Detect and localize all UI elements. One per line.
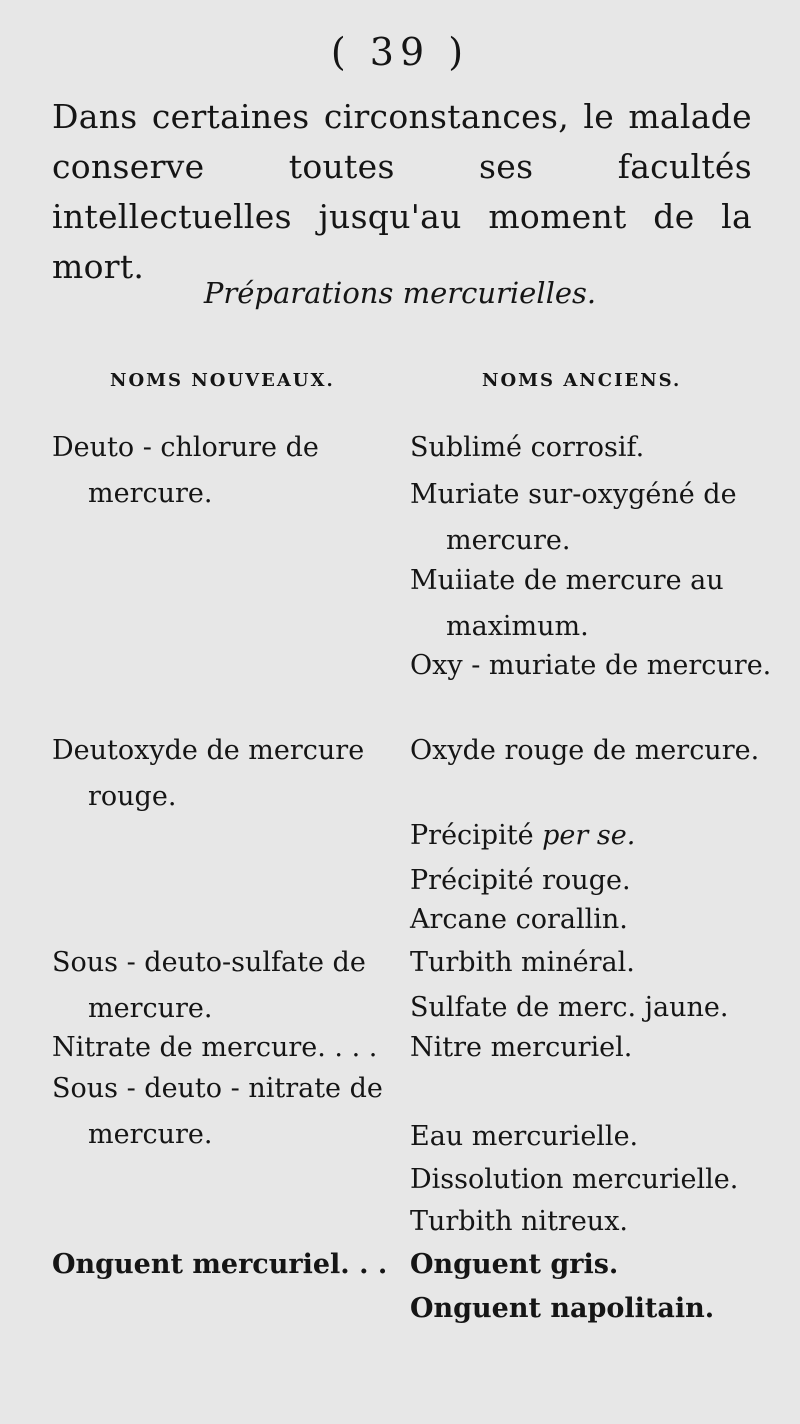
- entry-sublime: Sublimé corrosif.: [410, 432, 645, 463]
- entry-deutoxyde: Deutoxyde de mercure rouge.: [52, 735, 365, 812]
- page-number: ( 39 ): [330, 30, 470, 74]
- entry-turbith-nitreux: Turbith nitreux.: [410, 1206, 629, 1237]
- intro-paragraph: Dans certaines circonstances, le malade conserve toutes ses facultés intellectuelles jusqu'au moment de la mort.: [52, 97, 752, 286]
- entry-deuto-chlorure: Deuto - chlorure de mercure.: [52, 432, 319, 509]
- old-names-header: NOMS ANCIENS.: [482, 370, 682, 391]
- new-names-header: NOMS NOUVEAUX.: [110, 370, 335, 391]
- entry-sulfate-jaune: Sulfate de merc. jaune.: [410, 992, 729, 1023]
- entry-precipite-per-se: [410, 813, 755, 859]
- entry-oxyde-rouge: Oxyde rouge de mercure.: [410, 735, 760, 766]
- entry-nitrate: Nitrate de mercure. . . .: [52, 1032, 378, 1063]
- entry-muriate-sur-oxygene: Muriate sur-oxygéné de mercure.: [410, 479, 737, 556]
- entry-sous-deuto-sulfate: Sous - deuto-sulfate de mercure.: [52, 947, 366, 1024]
- precipite-prefix: Précipité: [410, 820, 543, 851]
- section-title: Préparations mercurielles.: [203, 276, 597, 310]
- entry-sous-deuto-nitrate: Sous - deuto - nitrate de mercure.: [52, 1073, 383, 1150]
- entry-onguent-napolitain: Onguent napolitain.: [410, 1293, 715, 1324]
- entry-precipite-rouge: Précipité rouge.: [410, 865, 631, 896]
- entry-muriate-maximum: Muiiate de mercure au maximum.: [410, 565, 724, 642]
- entry-eau-mercurielle: Eau mercurielle.: [410, 1121, 639, 1152]
- entry-turbith-mineral: Turbith minéral.: [410, 947, 635, 978]
- entry-oxy-muriate: Oxy - muriate de mercure.: [410, 650, 772, 681]
- entry-onguent-mercuriel: Onguent mercuriel. . .: [52, 1249, 388, 1280]
- entry-dissolution: Dissolution mercurielle.: [410, 1164, 739, 1195]
- entry-onguent-gris: Onguent gris.: [410, 1249, 619, 1280]
- entry-arcane: Arcane corallin.: [410, 904, 628, 935]
- entry-nitre: Nitre mercuriel.: [410, 1032, 633, 1063]
- precipite-per-se-italic: per se.: [542, 820, 636, 851]
